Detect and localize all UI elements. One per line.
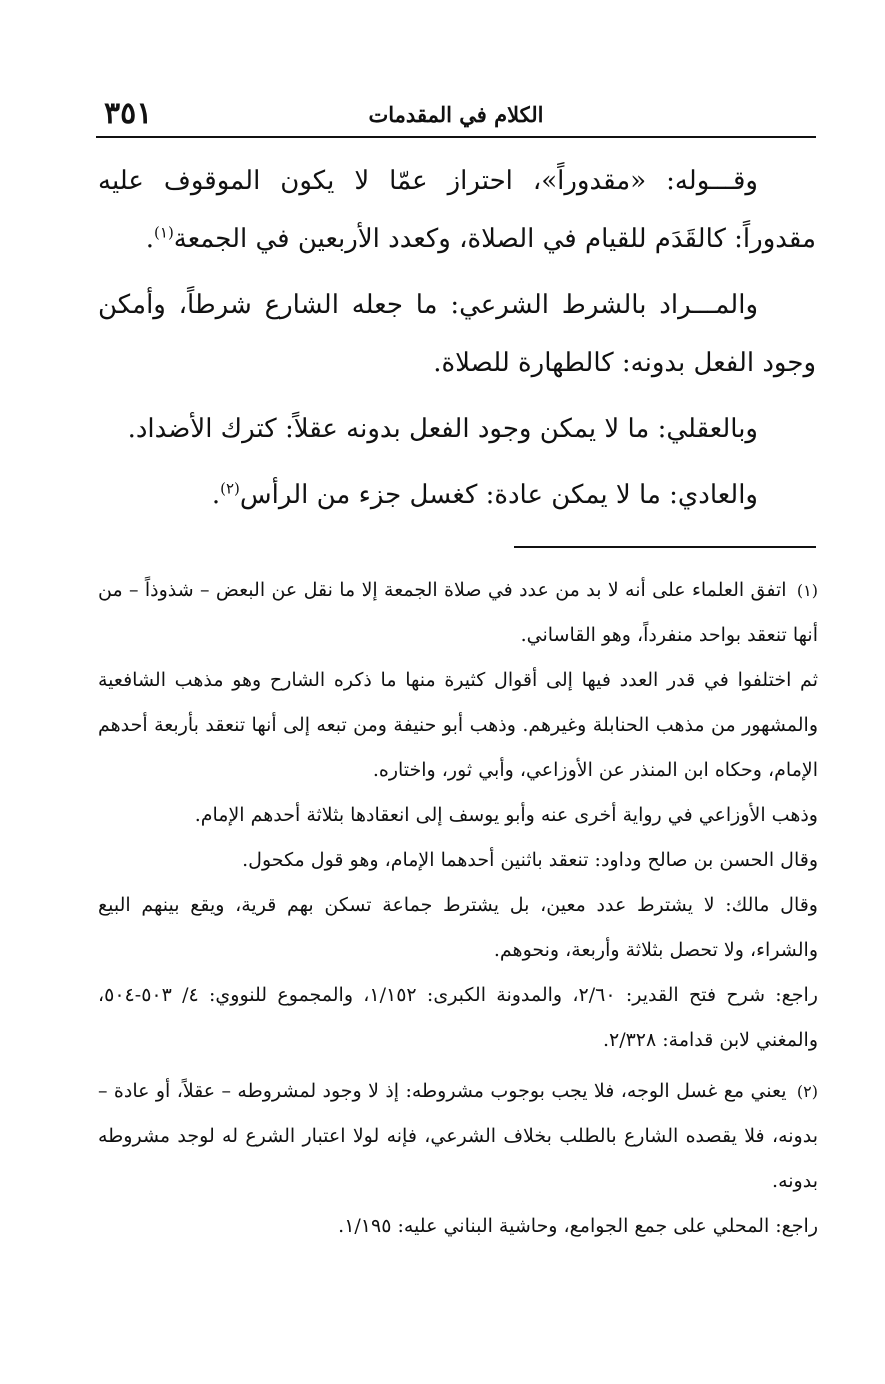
paragraph-text: والعادي: ما لا يمكن عادة: كغسل جزء من الرأس [239,480,758,510]
footnote-paragraph [98,568,818,658]
footnote-2 [98,1069,818,1249]
paragraph-end: . [211,480,221,510]
paragraph-maqduran [98,152,816,268]
footnotes [98,568,818,1255]
footnote-ref-2: (٢) [220,479,240,498]
footnote-number: (١) [796,581,818,600]
footnote-ref-1: (١) [154,223,174,242]
footnote-1 [98,568,818,1063]
footnote-paragraph: ثم اختلفوا في قدر العدد فيها إلى أقوال كثيرة منها ما ذكره الشارح وهو مذهب الشافعية والمشهور من مذهب الحنابلة وغيرهم. وذهب أبو حنيفة ومن تبعه إلى أنها تنعقد بأربعة أحدهم الإمام، وحكاه ابن المنذر عن الأوزاعي، وأبي ثور، واختاره. [98,669,818,781]
footnote-paragraph: وذهب الأوزاعي في رواية أخرى عنه وأبو يوسف إلى انعقادها بثلاثة أحدهم الإمام. [194,804,818,826]
paragraph-aadi [98,466,816,524]
footnote-paragraph [98,1069,818,1204]
paragraph-end: . [145,224,155,254]
footnote-text: يعني مع غسل الوجه، فلا يجب بوجوب مشروطه: إذ لا وجود لمشروطه – عقلاً، أو عادة – بدونه، فلا يقصده الشارع بالطلب بخلاف الشرعي، فإنه لولا اعتبار الشرع له لوجد مشروطه بدونه. [98,1080,818,1192]
paragraph-text: وقـــوله: «مقدوراً»، احتراز عمّا لا يكون الموقوف عليه مقدوراً: كالقَدَم للقيام في الصلاة، وكعدد الأربعين في الجمعة [98,166,816,254]
footnote-paragraph: وقال الحسن بن صالح وداود: تنعقد باثنين أحدهما الإمام، وهو قول مكحول. [242,849,818,871]
paragraph-shart-sharii: والمـــراد بالشرط الشرعي: ما جعله الشارع شرطاً، وأمكن وجود الفعل بدونه: كالطهارة للصلاة. [98,290,816,378]
footnote-paragraph: وقال مالك: لا يشترط عدد معين، بل يشترط جماعة تسكن بهم قرية، ويقع بينهم البيع والشراء، ولا تحصل بثلاثة وأربعة، ونحوهم. [98,894,818,961]
footnote-reference: راجع: المحلي على جمع الجوامع، وحاشية البناني عليه: ١/١٩٥. [338,1215,818,1237]
footnote-number: (٢) [796,1082,818,1101]
running-title: الكلام في المقدمات [368,102,544,127]
page-header [96,96,816,138]
footnote-divider [514,546,816,548]
footnote-text: اتفق العلماء على أنه لا بد من عدد في صلاة الجمعة إلا ما نقل عن البعض – شذوذاً – من أنها تنعقد بواحد منفرداً، وهو القاساني. [98,579,818,646]
main-text [98,152,816,532]
paragraph-aqli: وبالعقلي: ما لا يمكن وجود الفعل بدونه عقلاً: كترك الأضداد. [127,414,758,444]
footnote-reference: راجع: شرح فتح القدير: ٢/٦٠، والمدونة الكبرى: ١/١٥٢، والمجموع للنووي: ٤/ ٥٠٣-٥٠٤، والمغني لابن قدامة: ٢/٣٢٨. [98,984,818,1051]
page-number: ٣٥١ [104,96,153,131]
